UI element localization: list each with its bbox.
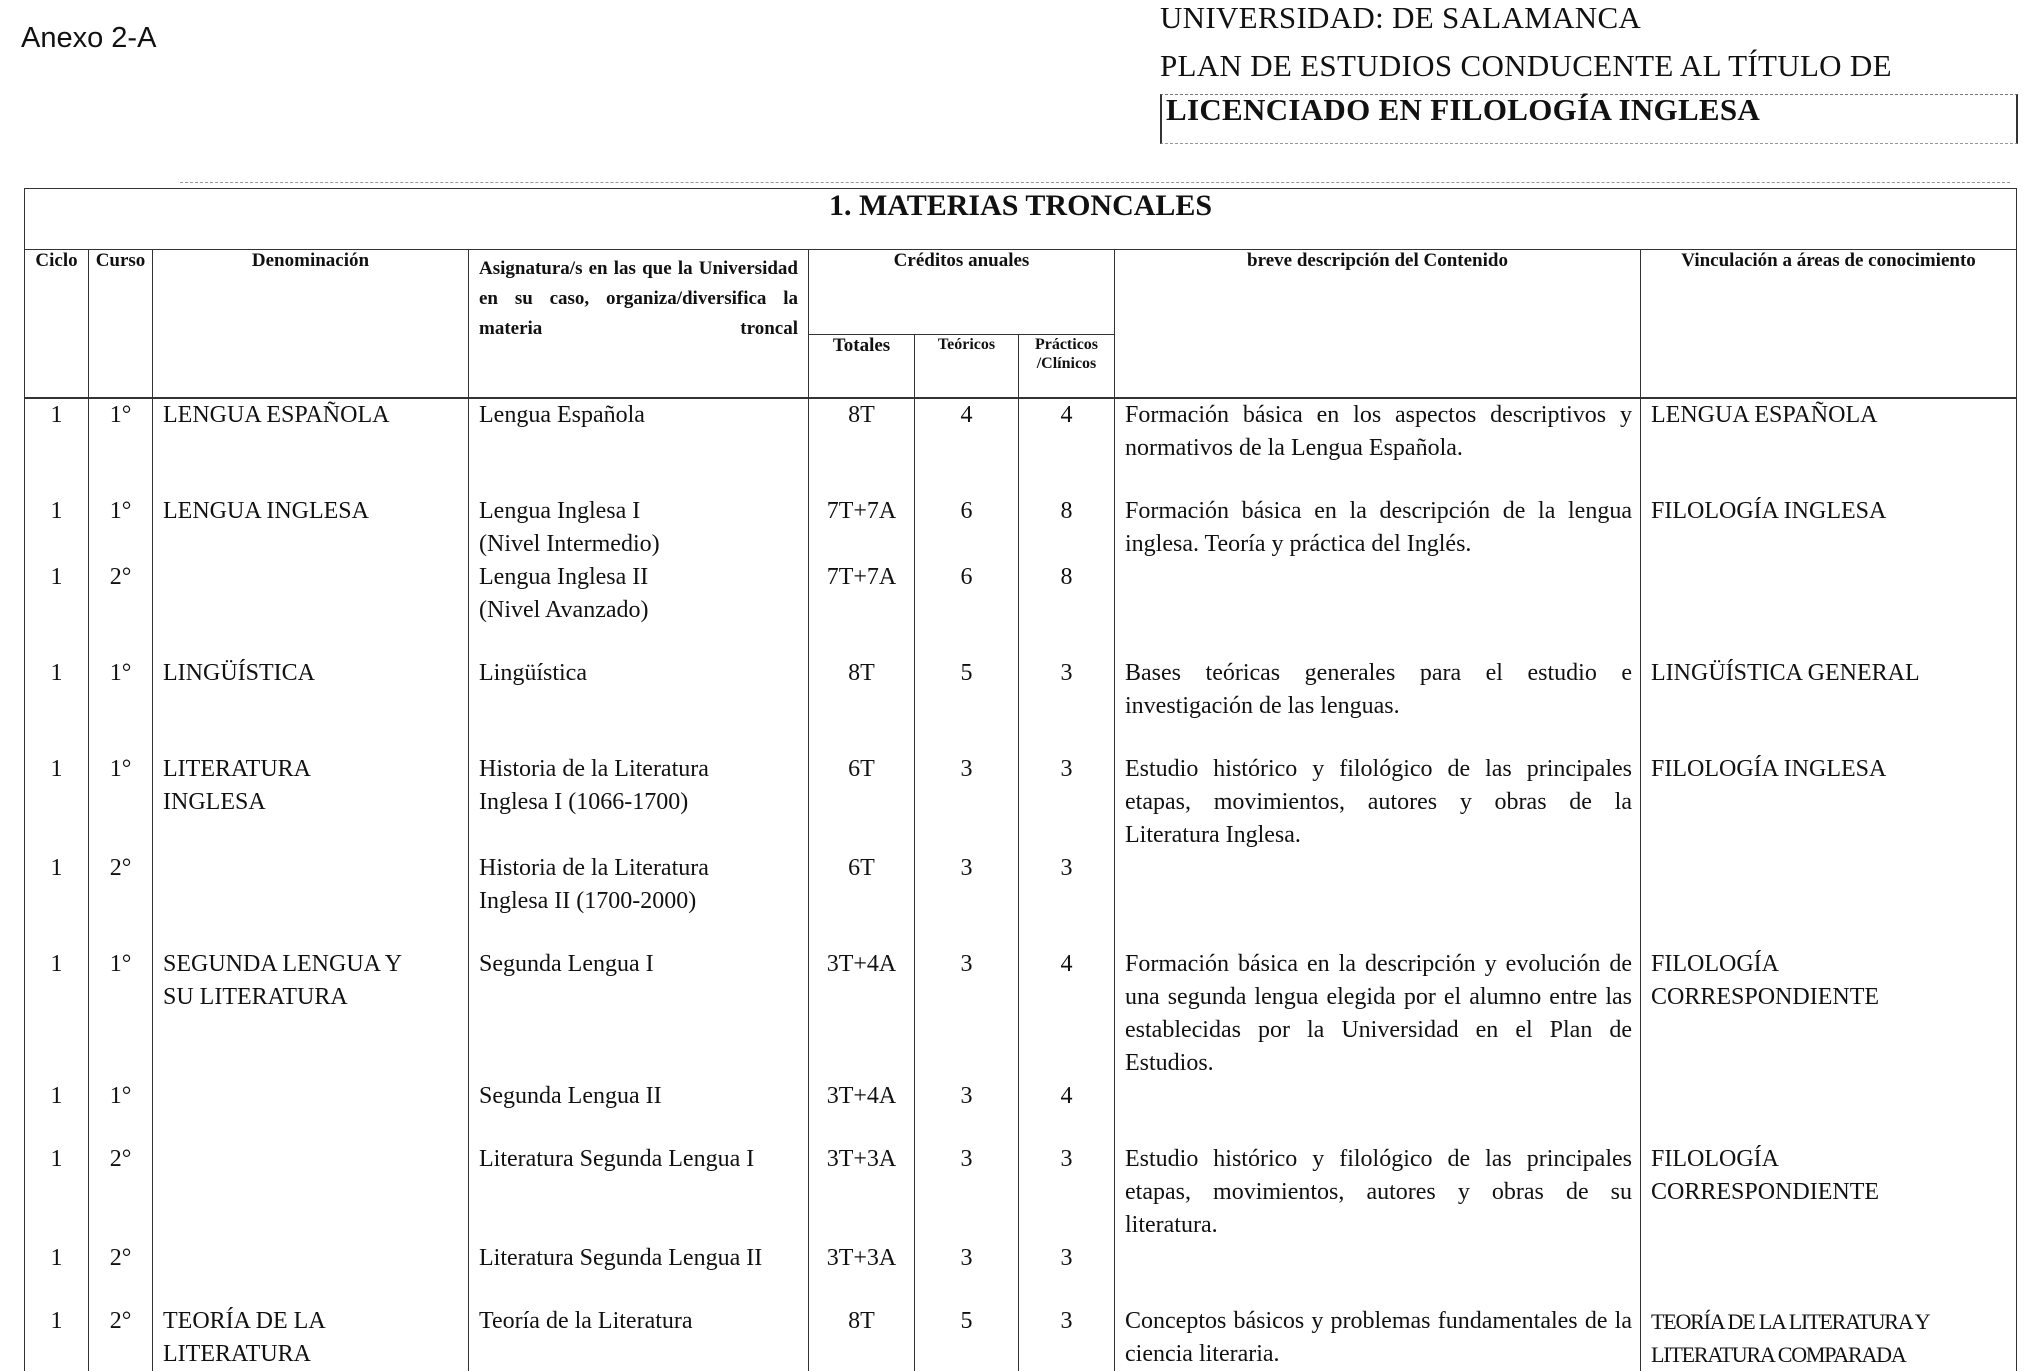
col-descripcion: breve descripción del Contenido <box>1115 250 1641 399</box>
row-denominacion <box>153 852 469 918</box>
row-practicos: 3 <box>1019 657 1115 723</box>
separator-line <box>180 182 2010 183</box>
row-descripcion <box>1115 852 1641 918</box>
table-row <box>25 561 2017 627</box>
row-descripcion <box>1115 1080 1641 1113</box>
table-row <box>25 852 2017 918</box>
table-row <box>25 657 2017 723</box>
row-denominacion <box>153 1242 469 1275</box>
row-area: LENGUA ESPAÑOLA <box>1641 398 2017 465</box>
row-ciclo: 1 <box>25 561 89 627</box>
spacer-row <box>25 723 2017 753</box>
row-ciclo: 1 <box>25 1242 89 1275</box>
row-totales: 3T+3A <box>809 1143 915 1242</box>
row-asignatura: Historia de la Literatura Inglesa II (1700-2000) <box>469 852 809 918</box>
table-row <box>25 753 2017 852</box>
row-totales: 3T+3A <box>809 1242 915 1275</box>
row-curso: 1° <box>89 948 153 1080</box>
row-area: FILOLOGÍA INGLESA <box>1641 495 2017 561</box>
row-practicos: 8 <box>1019 561 1115 627</box>
row-totales: 8T <box>809 1305 915 1371</box>
table-row <box>25 1242 2017 1275</box>
annex-label: Anexo 2-A <box>21 22 157 54</box>
row-totales: 3T+4A <box>809 1080 915 1113</box>
row-ciclo: 1 <box>25 495 89 561</box>
row-curso: 1° <box>89 753 153 852</box>
row-practicos: 8 <box>1019 495 1115 561</box>
row-ciclo: 1 <box>25 657 89 723</box>
row-area: FILOLOGÍA CORRESPONDIENTE <box>1641 1143 2017 1242</box>
row-ciclo: 1 <box>25 1080 89 1113</box>
row-teoricos: 3 <box>915 753 1019 852</box>
row-descripcion: Formación básica en la descripción y evolución de una segunda lengua elegida por el alumno entre las establecidas por la Universidad en el Plan de Estudios. <box>1115 948 1641 1080</box>
row-asignatura: Lengua Española <box>469 398 809 465</box>
table-row <box>25 1143 2017 1242</box>
row-area <box>1641 852 2017 918</box>
row-descripcion <box>1115 1242 1641 1275</box>
row-totales: 8T <box>809 657 915 723</box>
row-practicos: 3 <box>1019 753 1115 852</box>
spacer-row <box>25 1275 2017 1305</box>
col-curso: Curso <box>89 250 153 399</box>
row-teoricos: 3 <box>915 948 1019 1080</box>
row-area: FILOLOGÍA CORRESPONDIENTE <box>1641 948 2017 1080</box>
spacer-row <box>25 1113 2017 1143</box>
row-ciclo: 1 <box>25 1305 89 1371</box>
col-ciclo: Ciclo <box>25 250 89 399</box>
row-ciclo: 1 <box>25 852 89 918</box>
table-row <box>25 1080 2017 1113</box>
row-ciclo: 1 <box>25 398 89 465</box>
row-asignatura: Lingüística <box>469 657 809 723</box>
row-area: FILOLOGÍA INGLESA <box>1641 753 2017 852</box>
row-descripcion <box>1115 561 1641 627</box>
col-teoricos: Teóricos <box>915 335 1019 399</box>
row-denominacion <box>153 561 469 627</box>
row-asignatura: Teoría de la Literatura <box>469 1305 809 1371</box>
col-practicos: Prácticos /Clínicos <box>1019 335 1115 399</box>
row-teoricos: 6 <box>915 495 1019 561</box>
row-practicos: 3 <box>1019 1305 1115 1371</box>
row-area: LINGÜÍSTICA GENERAL <box>1641 657 2017 723</box>
row-teoricos: 4 <box>915 398 1019 465</box>
row-asignatura: Segunda Lengua I <box>469 948 809 1080</box>
table-row <box>25 948 2017 1080</box>
subjects-table <box>24 188 2017 1371</box>
row-descripcion: Formación básica en la descripción de la lengua inglesa. Teoría y práctica del Inglés. <box>1115 495 1641 561</box>
table-row <box>25 1305 2017 1371</box>
table-row <box>25 495 2017 561</box>
table-title: 1. MATERIAS TRONCALES <box>25 189 2017 250</box>
row-totales: 3T+4A <box>809 948 915 1080</box>
row-totales: 7T+7A <box>809 561 915 627</box>
row-descripcion: Formación básica en los aspectos descriptivos y normativos de la Lengua Española. <box>1115 398 1641 465</box>
row-area <box>1641 1242 2017 1275</box>
row-curso: 2° <box>89 1305 153 1371</box>
row-denominacion <box>153 1080 469 1113</box>
row-curso: 1° <box>89 495 153 561</box>
row-curso: 2° <box>89 852 153 918</box>
row-denominacion: LENGUA ESPAÑOLA <box>153 398 469 465</box>
row-asignatura: Segunda Lengua II <box>469 1080 809 1113</box>
row-curso: 1° <box>89 657 153 723</box>
row-curso: 2° <box>89 1143 153 1242</box>
row-teoricos: 6 <box>915 561 1019 627</box>
row-denominacion: LENGUA INGLESA <box>153 495 469 561</box>
row-practicos: 4 <box>1019 1080 1115 1113</box>
row-asignatura: Literatura Segunda Lengua II <box>469 1242 809 1275</box>
spacer-row <box>25 627 2017 657</box>
row-totales: 7T+7A <box>809 495 915 561</box>
col-totales: Totales <box>809 335 915 399</box>
row-area <box>1641 1080 2017 1113</box>
plan-line: PLAN DE ESTUDIOS CONDUCENTE AL TÍTULO DE <box>1160 48 1892 83</box>
row-asignatura: Literatura Segunda Lengua I <box>469 1143 809 1242</box>
row-practicos: 4 <box>1019 398 1115 465</box>
spacer-row <box>25 465 2017 495</box>
row-asignatura: Historia de la Literatura Inglesa I (1066-1700) <box>469 753 809 852</box>
row-denominacion: LITERATURA INGLESA <box>153 753 469 852</box>
row-teoricos: 3 <box>915 852 1019 918</box>
row-practicos: 4 <box>1019 948 1115 1080</box>
table-row <box>25 398 2017 465</box>
row-ciclo: 1 <box>25 753 89 852</box>
row-denominacion: SEGUNDA LENGUA Y SU LITERATURA <box>153 948 469 1080</box>
row-teoricos: 3 <box>915 1080 1019 1113</box>
row-practicos: 3 <box>1019 852 1115 918</box>
row-totales: 6T <box>809 852 915 918</box>
row-curso: 2° <box>89 561 153 627</box>
row-asignatura: Lengua Inglesa I (Nivel Intermedio) <box>469 495 809 561</box>
row-teoricos: 3 <box>915 1242 1019 1275</box>
row-descripcion: Estudio histórico y filológico de las principales etapas, movimientos, autores y obras de su literatura. <box>1115 1143 1641 1242</box>
row-teoricos: 3 <box>915 1143 1019 1242</box>
row-denominacion: LINGÜÍSTICA <box>153 657 469 723</box>
row-descripcion: Conceptos básicos y problemas fundamentales de la ciencia literaria. <box>1115 1305 1641 1371</box>
row-denominacion <box>153 1143 469 1242</box>
row-asignatura: Lengua Inglesa II (Nivel Avanzado) <box>469 561 809 627</box>
row-practicos: 3 <box>1019 1143 1115 1242</box>
row-curso: 1° <box>89 398 153 465</box>
row-practicos: 3 <box>1019 1242 1115 1275</box>
spacer-row <box>25 918 2017 948</box>
row-descripcion: Bases teóricas generales para el estudio e investigación de las lenguas. <box>1115 657 1641 723</box>
row-ciclo: 1 <box>25 1143 89 1242</box>
col-vinculacion: Vinculación a áreas de conocimiento <box>1641 250 2017 399</box>
degree-title: LICENCIADO EN FILOLOGÍA INGLESA <box>1166 92 1761 127</box>
row-totales: 8T <box>809 398 915 465</box>
col-denominacion: Denominación <box>153 250 469 399</box>
row-ciclo: 1 <box>25 948 89 1080</box>
row-teoricos: 5 <box>915 1305 1019 1371</box>
university-line: UNIVERSIDAD: DE SALAMANCA <box>1160 0 1642 35</box>
row-teoricos: 5 <box>915 657 1019 723</box>
col-creditos: Créditos anuales <box>809 250 1115 335</box>
row-descripcion: Estudio histórico y filológico de las principales etapas, movimientos, autores y obras de la Literatura Inglesa. <box>1115 753 1641 852</box>
row-denominacion: TEORÍA DE LA LITERATURA <box>153 1305 469 1371</box>
row-totales: 6T <box>809 753 915 852</box>
col-asignatura: Asignatura/s en las que la Universidad en su caso, organiza/diversifica la materia troncal <box>469 250 809 399</box>
row-area <box>1641 561 2017 627</box>
row-curso: 1° <box>89 1080 153 1113</box>
row-area: TEORÍA DE LA LITERATURA Y LITERATURA COMPARADA <box>1641 1305 2017 1371</box>
row-curso: 2° <box>89 1242 153 1275</box>
